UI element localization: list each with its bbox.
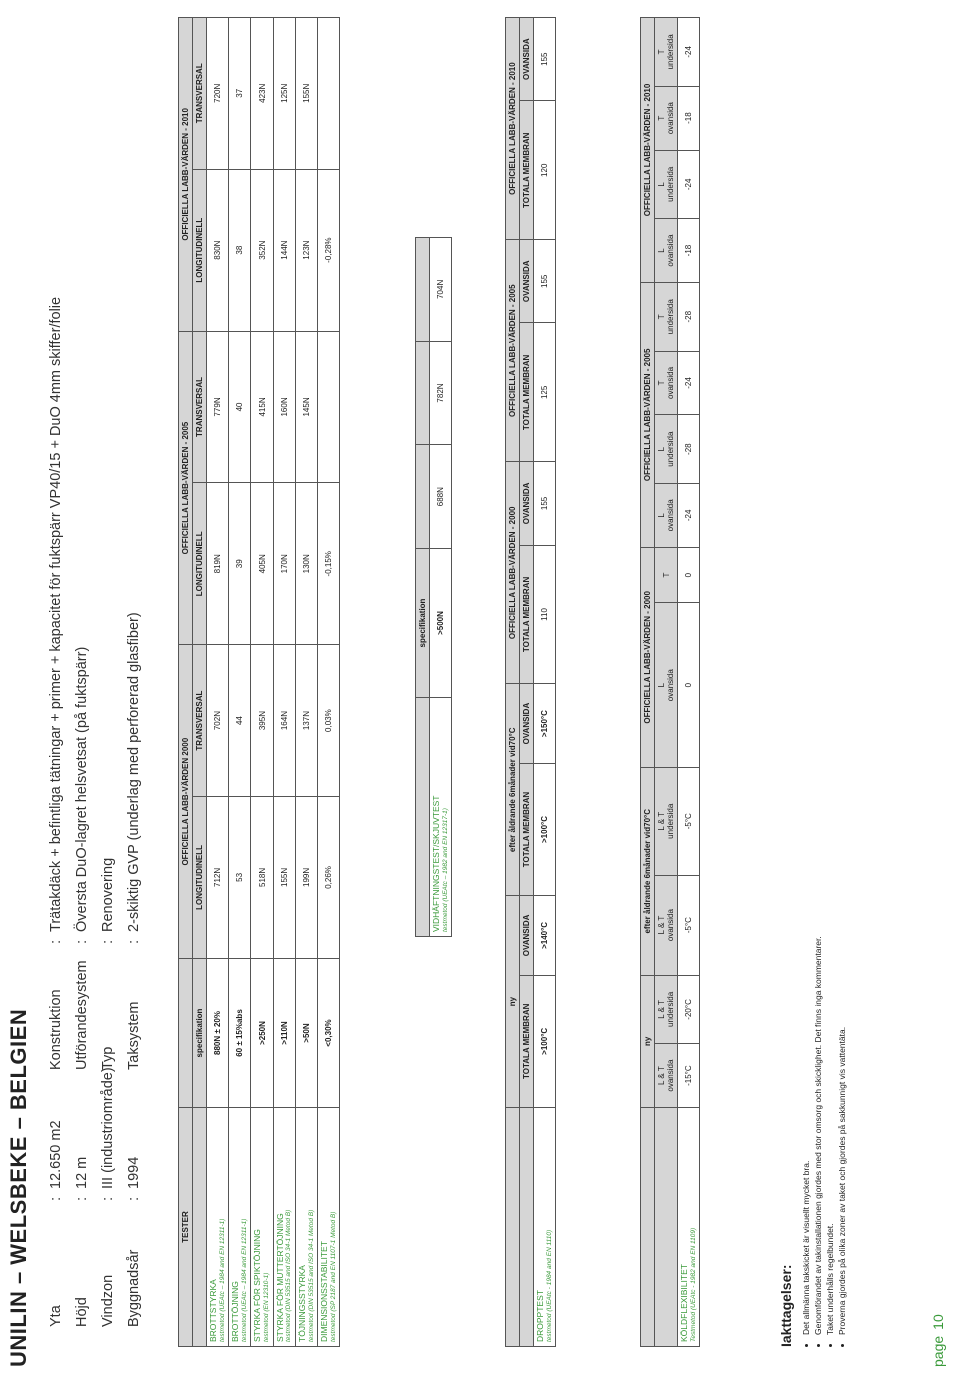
value-cell: -0,28%: [318, 169, 340, 331]
value-cell: 405N: [251, 483, 273, 645]
cold-flex-table: [640, 17, 700, 1347]
test-method: testmetod (SP 2187 and EN 1107-1 Metod B): [329, 1211, 337, 1342]
column-header: T undersida: [655, 282, 678, 351]
table-row: [534, 18, 556, 1347]
observations-title: Iakttagelser:: [778, 1264, 794, 1347]
header-trans: TRANSVERSAL: [193, 18, 207, 170]
header-total: TOTALA MEMBRAN: [520, 763, 534, 895]
info-value: 1994: [126, 1156, 142, 1189]
table-row: [251, 18, 273, 1347]
value-cell: 155: [534, 18, 556, 101]
value-cell: -24: [678, 351, 700, 415]
spec-value: >50N: [295, 959, 317, 1108]
header-2005: OFFICIELLA LABB-VÄRDEN - 2005: [506, 240, 520, 462]
list-item: • Taket underhålls regelbundet.: [824, 936, 836, 1335]
header-total: TOTALA MEMBRAN: [520, 323, 534, 462]
info-label: Vindzon: [100, 1274, 116, 1327]
value-cell: 37: [229, 18, 251, 170]
construction-info: [48, 297, 142, 1070]
header-top: OVANSIDA: [520, 240, 534, 323]
value-cell: >140°C: [534, 896, 556, 975]
table-row: [273, 18, 295, 1347]
value-cell: -20°C: [678, 975, 700, 1044]
header-2000: OFFICIELLA LABB-VÄRDEN - 2000: [506, 462, 520, 684]
column-header: T undersida: [655, 18, 678, 87]
column-header: T ovansida: [655, 351, 678, 415]
info-value: Renovering: [100, 857, 116, 932]
value-cell: 830N: [207, 169, 229, 331]
info-row: Vindzon:III (industriområde): [100, 1067, 116, 1327]
value-cell: 688N: [430, 445, 452, 549]
value-cell: -24: [678, 18, 700, 87]
table-row: [295, 18, 317, 1347]
value-cell: 155N: [273, 796, 295, 958]
value-cell: 110: [534, 545, 556, 684]
header-aged: efter åldrande 6månader vid70°C: [641, 767, 655, 975]
header-2005: OFFICIELLA LABB-VÄRDEN - 2005: [641, 282, 655, 547]
column-header: L undersida: [655, 150, 678, 219]
info-value: 12.650 m2: [48, 1120, 64, 1189]
site-info: [48, 1067, 142, 1327]
header-2000: OFFICIELLA LABB-VÄRDEN - 2000: [641, 547, 655, 767]
page-title: UNILIN – WELSBEKE – BELGIEN: [6, 1008, 31, 1367]
value-cell: 395N: [251, 645, 273, 796]
header-ny: ny: [506, 896, 520, 1108]
list-item: • Proverna gjordes på olika zoner av taket och gjordes på sakkunnigt vis vattentäta.: [836, 936, 848, 1335]
value-cell: 155: [534, 240, 556, 323]
info-row: Typ:Renovering: [100, 857, 116, 1070]
column-header: L ovansida: [655, 603, 678, 767]
value-cell: [318, 331, 340, 482]
value-cell: 702N: [207, 645, 229, 796]
header-total: TOTALA MEMBRAN: [520, 975, 534, 1107]
column-header: L undersida: [655, 415, 678, 484]
header-top: OVANSIDA: [520, 684, 534, 763]
value-cell: 130N: [295, 483, 317, 645]
value-cell: 819N: [207, 483, 229, 645]
header-ny: ny: [641, 975, 655, 1107]
value-cell: -18: [678, 219, 700, 283]
value-cell: 720N: [207, 18, 229, 170]
value-cell: 123N: [295, 169, 317, 331]
value-cell: 38: [229, 169, 251, 331]
value-cell: -28: [678, 415, 700, 484]
value-cell: 164N: [273, 645, 295, 796]
test-name: STYRKA FÖR MUTTERTÖJNING: [274, 1213, 285, 1342]
table-row: [430, 238, 452, 937]
column-header: L & T undersida: [655, 975, 678, 1044]
header-tester: TESTER: [179, 1108, 193, 1347]
info-value: Översta DuO-lagret helsvetsat (på fuktspärr): [74, 646, 90, 932]
test-method: Testmetod (UEAtc - 1982 and EN 1109): [689, 1227, 697, 1342]
info-row: Yta:12.650 m2: [48, 1120, 64, 1327]
table-row: [207, 18, 229, 1347]
header-2010: OFFICIELLA LABB-VÄRDEN - 2010: [641, 18, 655, 283]
value-cell: 782N: [430, 341, 452, 445]
header-spec: specifikation: [416, 549, 430, 698]
test-name: VIDHÄFTNINGSTEST/SKJUVTEST: [431, 795, 441, 932]
test-method: testmetod (EN 12310-1): [263, 1272, 271, 1342]
header-long: LONGITUDINELL: [193, 169, 207, 331]
value-cell: 704N: [430, 238, 452, 342]
spec-value: >110N: [273, 959, 295, 1108]
column-header: T ovansida: [655, 86, 678, 150]
value-cell: 39: [229, 483, 251, 645]
column-header: L & T ovansida: [655, 1044, 678, 1108]
info-value: III (industriområde): [100, 1067, 116, 1189]
value-cell: 145N: [295, 331, 317, 482]
header-2010: OFFICIELLA LABB-VÄRDEN - 2010: [506, 18, 520, 240]
test-name: DIMENSIONSSTABILITET: [319, 1241, 330, 1342]
info-label: Typ: [100, 1046, 116, 1070]
header-trans: TRANSVERSAL: [193, 331, 207, 482]
test-method: testmetod (UEAtc - 1984 and EN 1110): [545, 1229, 553, 1342]
drop-test-table: [505, 17, 556, 1347]
header-top: OVANSIDA: [520, 462, 534, 545]
value-cell: 44: [229, 645, 251, 796]
value-cell: [318, 18, 340, 170]
value-cell: -5°C: [678, 875, 700, 975]
value-cell: 144N: [273, 169, 295, 331]
info-label: Yta: [48, 1305, 64, 1327]
test-name: DROPPTEST: [535, 1290, 545, 1342]
value-cell: 518N: [251, 796, 273, 958]
value-cell: 712N: [207, 796, 229, 958]
value-cell: 423N: [251, 18, 273, 170]
value-cell: 160N: [273, 331, 295, 482]
header-top: OVANSIDA: [520, 896, 534, 975]
value-cell: 125N: [273, 18, 295, 170]
info-label: Höjd: [74, 1297, 90, 1327]
column-header: L & T ovansida: [655, 875, 678, 975]
value-cell: 40: [229, 331, 251, 482]
mechanical-tests-table: [178, 17, 340, 1347]
value-cell: 0,26%: [318, 796, 340, 958]
test-name: KÖLDFLEXIBILITET: [679, 1264, 689, 1342]
test-name: TÖJNINGSSTYRKA: [296, 1265, 307, 1342]
info-row: Taksystem:2-skiktig GVP (underlag med perforerad glasfiber): [126, 612, 142, 1070]
header-2000: OFFICIELLA LABB-VÄRDEN 2000: [179, 645, 193, 959]
value-cell: -28: [678, 282, 700, 351]
value-cell: -15°C: [678, 1044, 700, 1108]
value-cell: 120: [534, 101, 556, 240]
spec-value: >250N: [251, 959, 273, 1108]
spec-value: 60 ± 15%abs: [229, 959, 251, 1108]
column-header: L & T undersida: [655, 767, 678, 875]
column-header: L ovansida: [655, 219, 678, 283]
value-cell: 53: [229, 796, 251, 958]
value-cell: 155N: [295, 18, 317, 170]
test-name: STYRKA FÖR SPIKTÖJNING: [252, 1229, 263, 1342]
value-cell: -5°C: [678, 767, 700, 875]
header-total: TOTALA MEMBRAN: [520, 101, 534, 240]
list-item: • Genomförandet av takinstallationen gjordes med stor omsorg och skicklighet. Det finns inga kommentarer.: [812, 936, 824, 1335]
info-row: Konstruktion:Trätakdäck + befintliga tätningar + primer + kapacitet för fuktspärr VP40/15 + DuO 4mm skiffer/folie: [48, 296, 64, 1070]
header-top: OVANSIDA: [520, 18, 534, 101]
header-2010: OFFICIELLA LABB-VÄRDEN - 2010: [179, 18, 193, 332]
table-row: [678, 18, 700, 1347]
info-row: Byggnadsår:1994: [126, 1156, 142, 1327]
value-cell: 0,03%: [318, 645, 340, 796]
test-method: testmetod (DIN 53515 and ISO 34-1 Metod B): [285, 1209, 293, 1342]
test-method: testmetod (DIN 53515 and ISO 34-1 Metod B): [307, 1209, 315, 1342]
info-label: Taksystem: [126, 1001, 142, 1070]
value-cell: 125: [534, 323, 556, 462]
info-label: Konstruktion: [48, 989, 64, 1070]
header-aged: efter åldrande 6månader vid70°C: [506, 684, 520, 896]
value-cell: 170N: [273, 483, 295, 645]
value-cell: 0: [678, 547, 700, 603]
header-total: TOTALA MEMBRAN: [520, 545, 534, 684]
value-cell: -24: [678, 150, 700, 219]
header-long: LONGITUDINELL: [193, 483, 207, 645]
value-cell: -18: [678, 86, 700, 150]
value-cell: 779N: [207, 331, 229, 482]
test-name: BROTTSTYRKA: [208, 1279, 218, 1342]
header-spec: specifikation: [193, 959, 207, 1108]
table-row: [318, 18, 340, 1347]
page-number: page10: [930, 1314, 946, 1367]
spec-value: >500N: [430, 549, 452, 698]
info-value: 12 m: [74, 1156, 90, 1189]
header-long: LONGITUDINELL: [193, 796, 207, 958]
header-trans: TRANSVERSAL: [193, 645, 207, 796]
test-method: testmetod (UEAtc – 1984 and EN 12311-1): [218, 1218, 226, 1342]
info-row: Höjd:12 m: [74, 1156, 90, 1327]
info-label: Utförandesystem: [74, 960, 90, 1070]
value-cell: -0,15%: [318, 483, 340, 645]
value-cell: 415N: [251, 331, 273, 482]
value-cell: >100°C: [534, 975, 556, 1107]
info-label: Byggnadsår: [126, 1249, 142, 1327]
value-cell: 137N: [295, 645, 317, 796]
value-cell: >150°C: [534, 684, 556, 763]
observations-list: [800, 936, 848, 1347]
value-cell: 155: [534, 462, 556, 545]
column-header: L ovansida: [655, 483, 678, 547]
info-value: 2-skiktig GVP (underlag med perforerad glasfiber): [126, 612, 142, 932]
test-method: testmetod (UEAtc – 1982 and EN 12317-1): [441, 808, 449, 932]
header-2005: OFFICIELLA LABB-VÄRDEN - 2005: [179, 331, 193, 645]
value-cell: >100°C: [534, 763, 556, 895]
value-cell: 0: [678, 603, 700, 767]
test-name: BROTTÖJNING: [230, 1281, 241, 1342]
value-cell: -24: [678, 483, 700, 547]
info-value: Trätakdäck + befintliga tätningar + primer + kapacitet för fuktspärr VP40/15 + DuO 4mm skiffer/folie: [48, 296, 64, 932]
column-header: T: [655, 547, 678, 603]
adhesion-table: [415, 237, 452, 937]
table-row: [229, 18, 251, 1347]
info-row: Utförandesystem:Översta DuO-lagret helsvetsat (på fuktspärr): [74, 646, 90, 1070]
value-cell: 199N: [295, 796, 317, 958]
spec-value: <0,30%: [318, 959, 340, 1108]
list-item: • Det allmänna takskicket är visuellt mycket bra.: [800, 936, 812, 1335]
spec-value: 880N ± 20%: [207, 959, 229, 1108]
test-method: testmetod (UEAtc – 1984 and EN 12311-1): [241, 1218, 248, 1342]
value-cell: 352N: [251, 169, 273, 331]
